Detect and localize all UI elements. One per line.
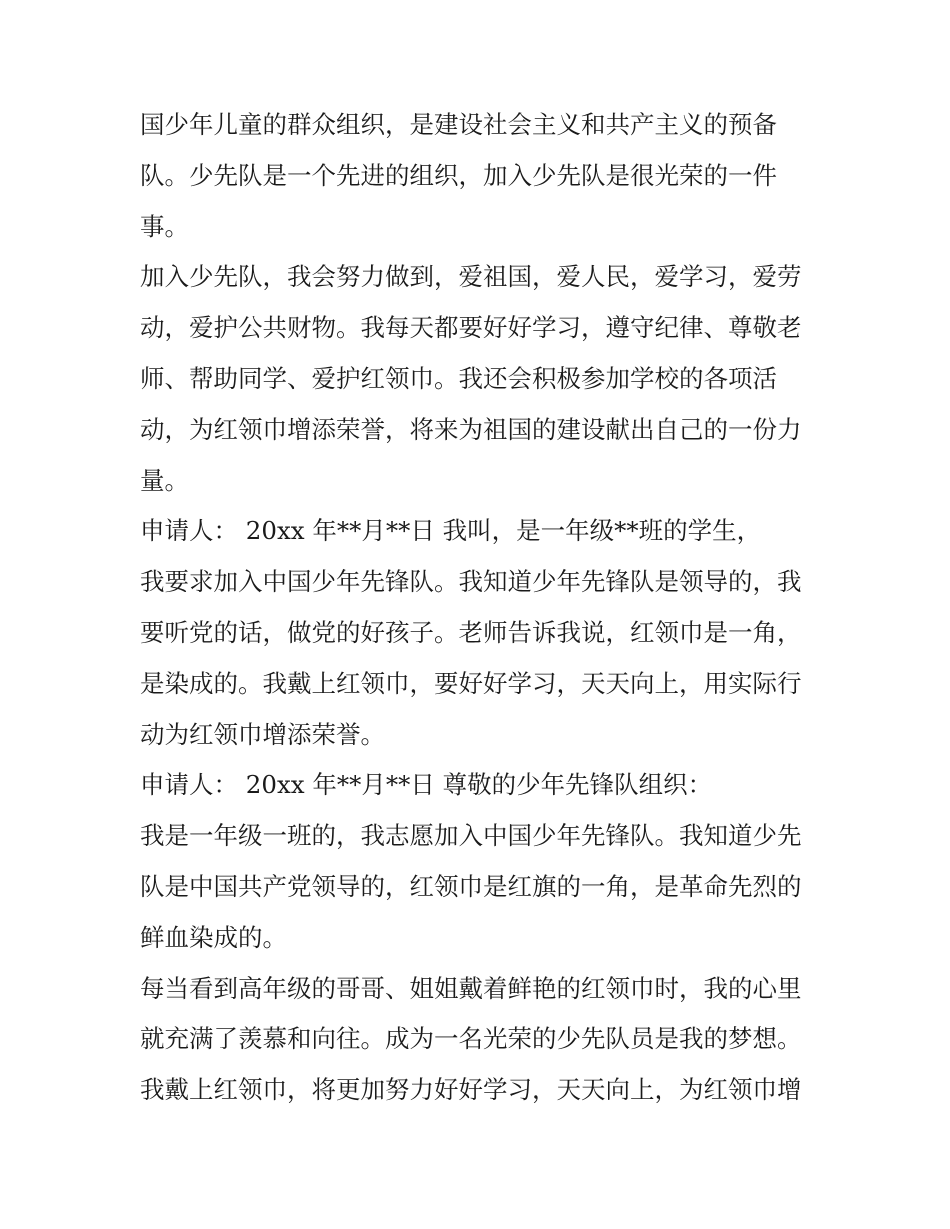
text-line: 鲜血染成的。 bbox=[140, 922, 287, 952]
text-line: 国少年儿童的群众组织，是建设社会主义和共产主义的预备 bbox=[140, 110, 777, 139]
applicant-date-line: 申请人： 20xx 年**月**日 我叫，是一年级**班的学生， bbox=[140, 516, 762, 546]
text-line: 量。 bbox=[140, 465, 189, 495]
text-line: 我是一年级一班的，我志愿加入中国少年先锋队。我知道少先 bbox=[140, 821, 802, 851]
text-line: 就充满了羡慕和向往。成为一名光荣的少先队员是我的梦想。 bbox=[140, 1024, 802, 1054]
text-line: 事。 bbox=[140, 211, 189, 241]
text-line: 师、帮助同学、爱护红领巾。我还会积极参加学校的各项活 bbox=[140, 363, 777, 393]
text-line: 要听党的话，做党的好孩子。老师告诉我说，红领巾是一角， bbox=[140, 617, 802, 647]
applicant-date-line: 申请人： 20xx 年**月**日 尊敬的少年先锋队组织： bbox=[140, 770, 713, 800]
text-line: 队是中国共产党领导的，红领巾是红旗的一角，是革命先烈的 bbox=[140, 871, 802, 901]
text-line: 队。少先队是一个先进的组织，加入少先队是很光荣的一件 bbox=[140, 160, 777, 190]
text-line: 每当看到高年级的哥哥、姐姐戴着鲜艳的红领巾时，我的心里 bbox=[140, 973, 802, 1003]
text-line: 是染成的。我戴上红领巾，要好好学习，天天向上，用实际行 bbox=[140, 668, 802, 698]
text-line: 动，为红领巾增添荣誉，将来为祖国的建设献出自己的一份力 bbox=[140, 414, 802, 444]
text-line: 我要求加入中国少年先锋队。我知道少年先锋队是领导的，我 bbox=[140, 567, 802, 597]
text-line: 动为红领巾增添荣誉。 bbox=[140, 719, 385, 749]
document-body bbox=[140, 100, 820, 1116]
text-line: 动，爱护公共财物。我每天都要好好学习，遵守纪律、尊敬老 bbox=[140, 313, 802, 343]
text-line: 加入少先队，我会努力做到，爱祖国，爱人民，爱学习，爱劳 bbox=[140, 262, 802, 292]
text-line: 我戴上红领巾，将更加努力好好学习，天天向上，为红领巾增 bbox=[140, 1075, 802, 1105]
